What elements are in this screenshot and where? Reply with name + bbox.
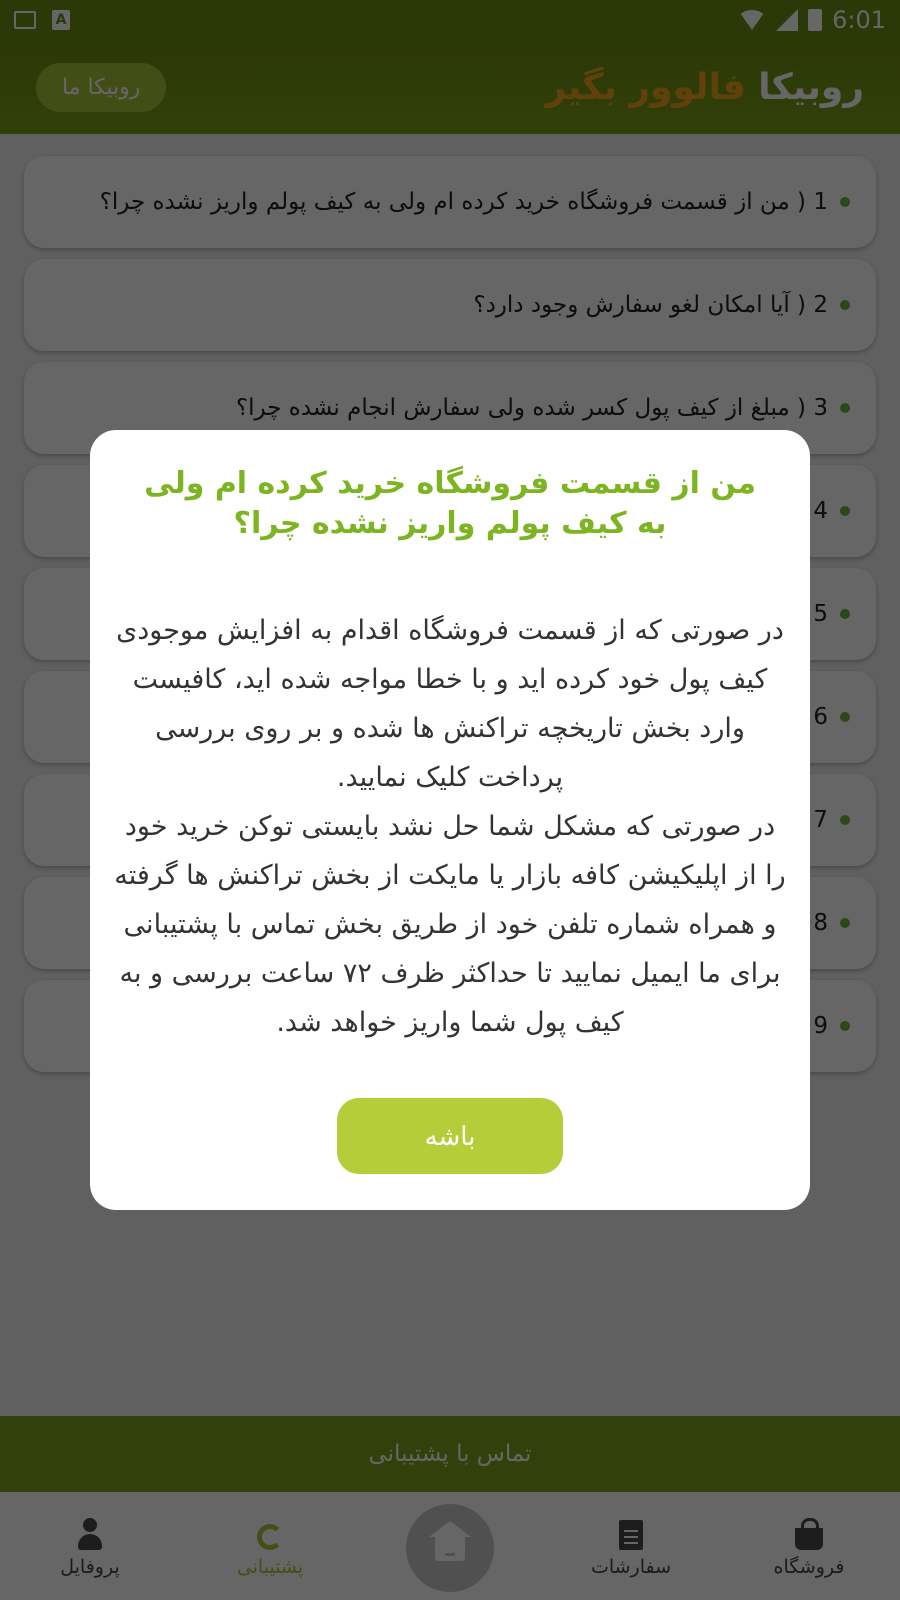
dialog-body (114, 606, 786, 1047)
dialog-paragraph-1: در صورتی که از قسمت فروشگاه اقدام به افزایش موجودی کیف پول خود کرده اید و با خطا مواجه شده اید، کافیست وارد بخش تاریخچه تراکنش ها شده و بر روی بررسی پرداخت کلیک نمایید. (116, 615, 784, 793)
ok-button[interactable]: باشه (337, 1098, 563, 1174)
dialog-paragraph-2: در صورتی که مشکل شما حل نشد بایستی توکن خرید خود را از اپلیکیشن کافه بازار یا مایکت از بخش تراکنش ها گرفته و همراه شماره تلفن خود از طریق بخش تماس با پشتیبانی برای ما ایمیل نمایید تا حداکثر ظرف ۷۲ ساعت بررسی و به کیف پول شما واریز خواهد شد. (114, 811, 786, 1038)
faq-answer-dialog (90, 430, 810, 1210)
dialog-title: من از قسمت فروشگاه خرید کرده ام ولی به کیف پولم واریز نشده چرا؟ (144, 466, 756, 541)
